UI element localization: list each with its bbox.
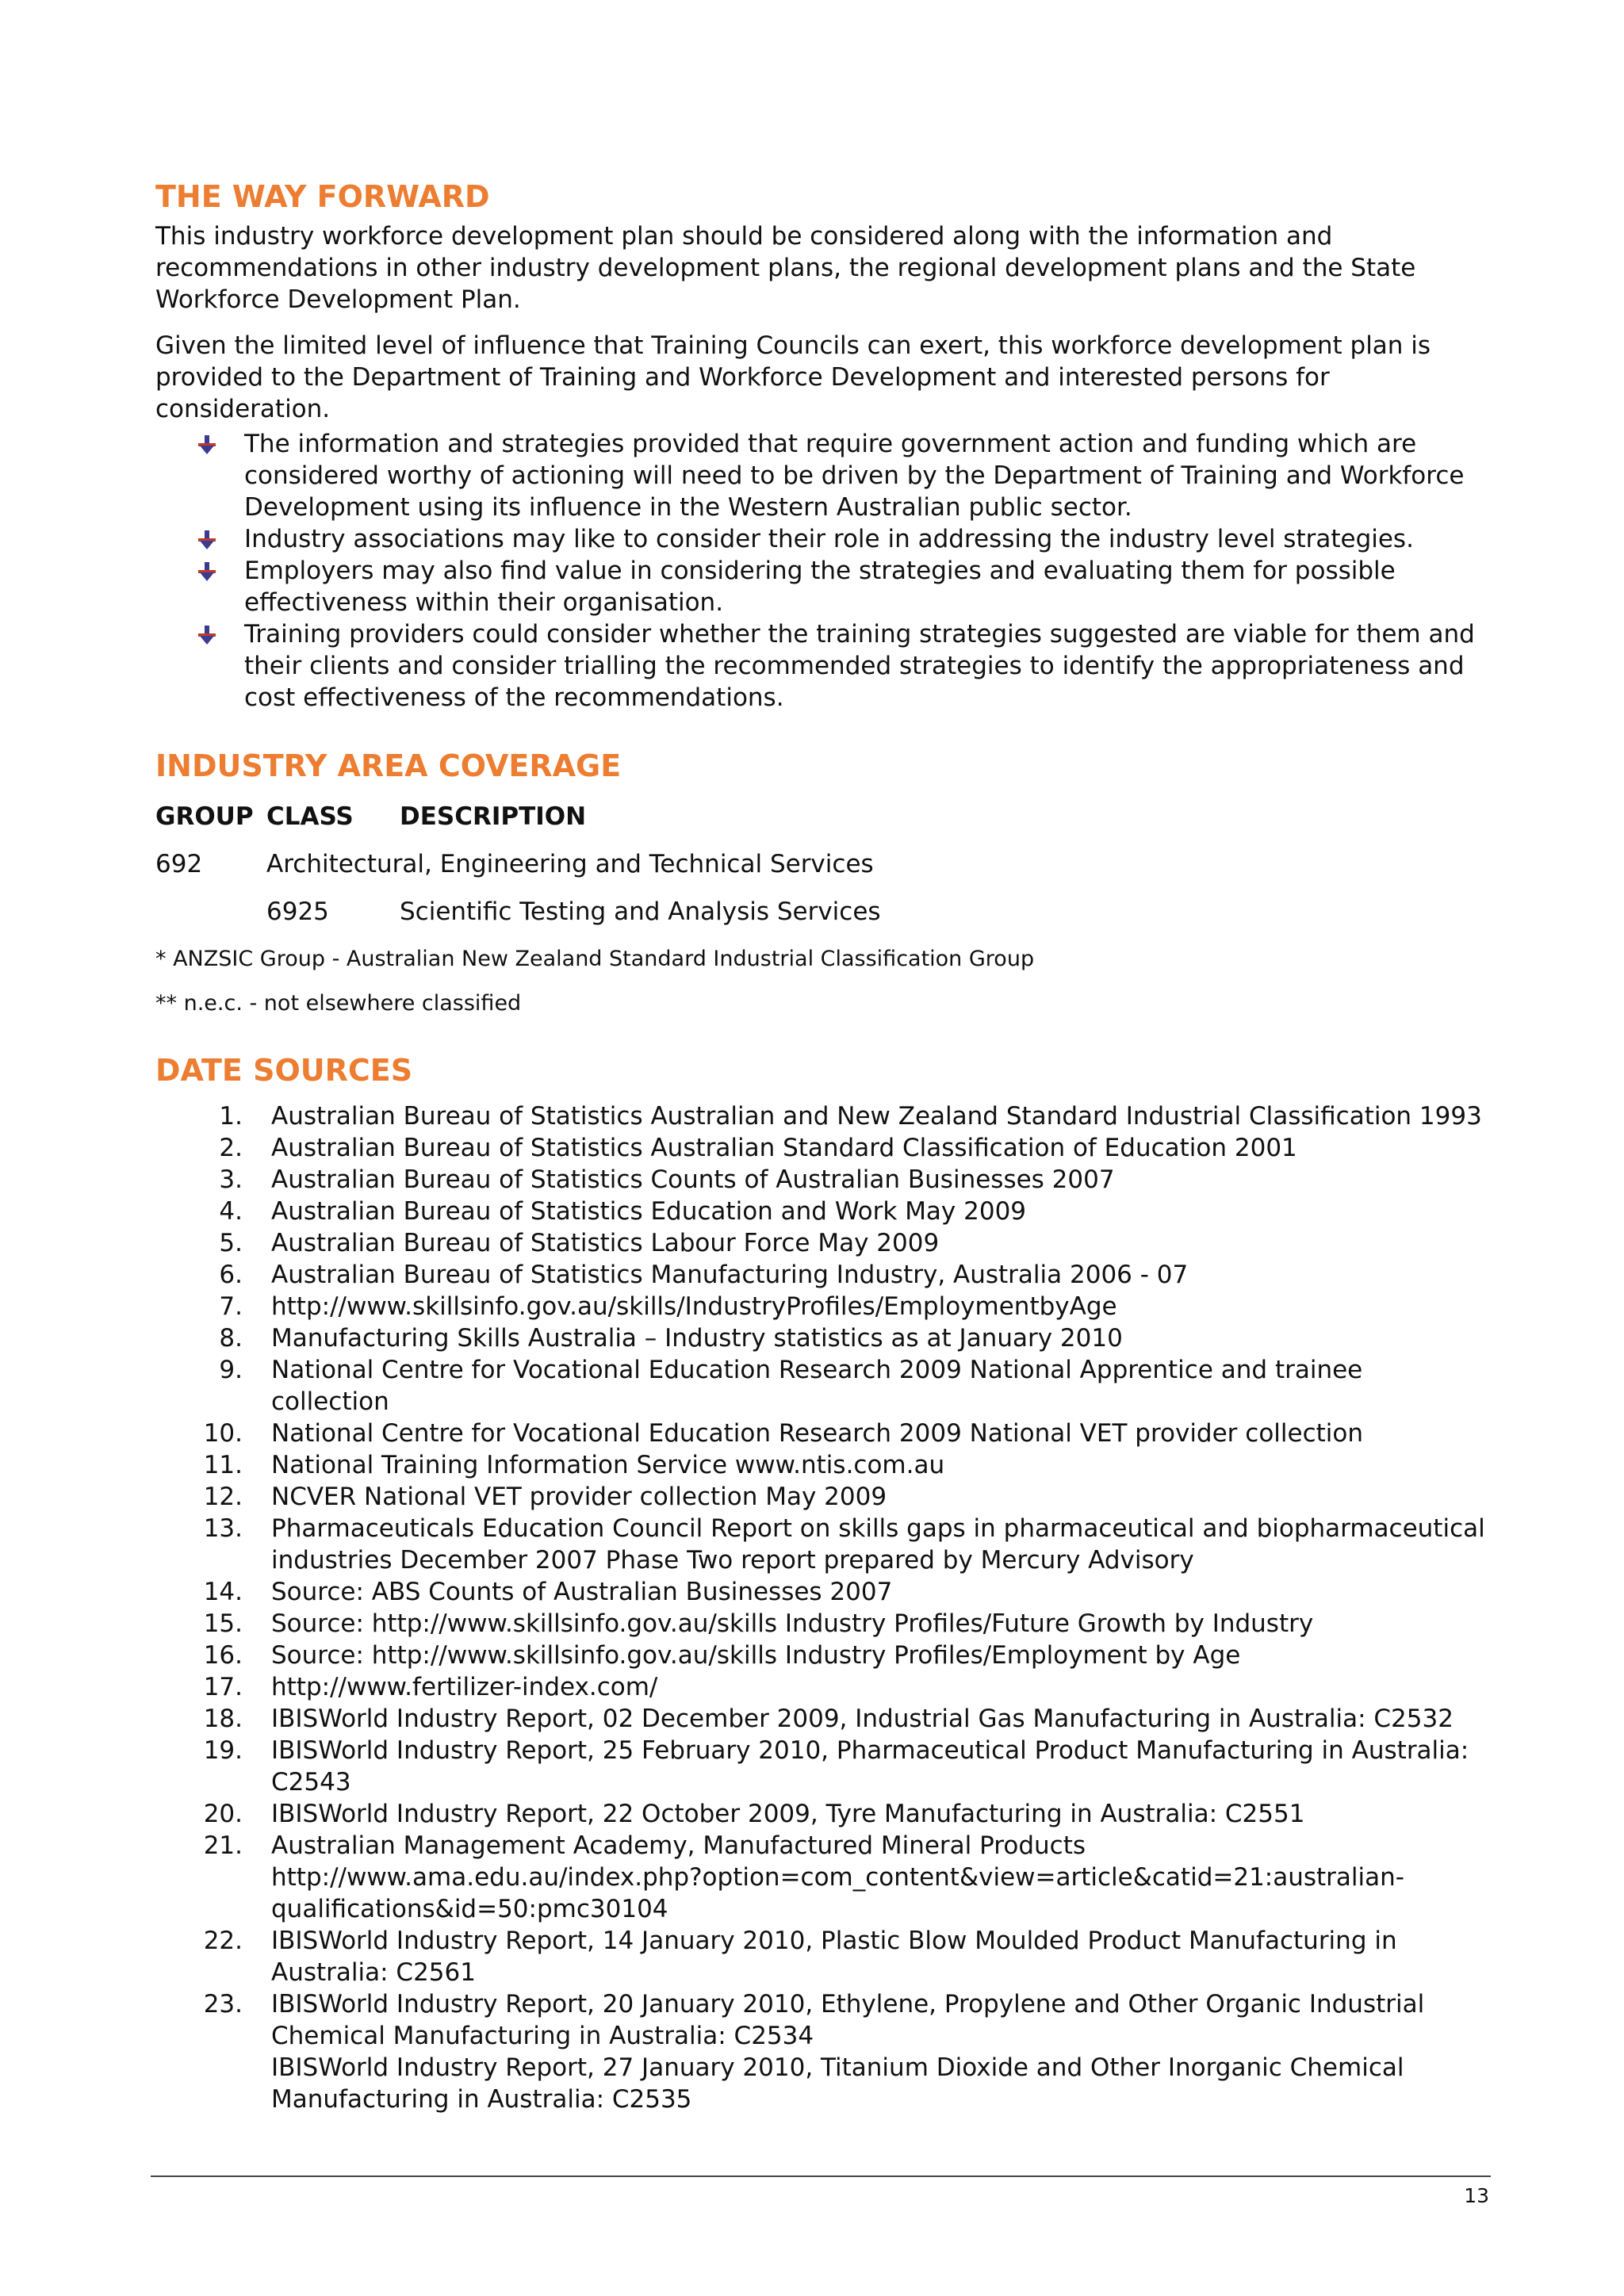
source-number: 1. [219,1102,243,1131]
col-class-header: CLASS [266,802,354,831]
source-item [155,1576,1488,1608]
source-number: 10. [203,1419,243,1448]
source-item [155,1291,1488,1322]
source-text: Australian Bureau of Statistics Labour Force May 2009 [271,1229,940,1257]
arrow-down-bullet-icon [197,561,217,582]
source-item [155,1227,1488,1259]
source-item [155,1164,1488,1196]
source-number: 20. [203,1800,243,1828]
col-description-header: DESCRIPTION [400,802,587,831]
source-text: Australian Bureau of Statistics Australian Standard Classification of Education 2001 [271,1134,1297,1162]
source-text: Australian Bureau of Statistics Counts of Australian Businesses 2007 [271,1165,1115,1194]
way-forward-bullet-list [155,428,1488,714]
source-item [155,1449,1488,1481]
industry-coverage-heading: INDUSTRY AREA COVERAGE [155,748,622,783]
source-number: 11. [203,1451,243,1479]
source-item [155,1196,1488,1227]
source-text: Australian Bureau of Statistics Education and Work May 2009 [271,1197,1027,1226]
bullet-text: Industry associations may like to consider their role in addressing the industry level strategies. [244,525,1414,553]
source-item [155,1322,1488,1354]
date-sources-section [155,1050,1488,2115]
source-number: 16. [203,1641,243,1670]
source-item [155,1513,1488,1576]
source-item [155,1608,1488,1640]
source-number: 18. [203,1705,243,1733]
coverage-row-group [155,848,1488,880]
bullet-item [155,523,1488,555]
source-item [155,1481,1488,1513]
class-description: Scientific Testing and Analysis Services [400,897,881,926]
source-text: IBISWorld Industry Report, 20 January 2010, Ethylene, Propylene and Other Organic Industrial Chemical Manufacturing in Australia: C2534 IBISWorld Industry Report, 27 January 2010, Titanium Dioxide and Other Inorganic Chemical Manufacturing in Australia: C2535 [271,1990,1425,2114]
arrow-down-bullet-icon [197,625,217,645]
source-number: 7. [219,1292,243,1321]
source-text: Source: http://www.skillsinfo.gov.au/skills Industry Profiles/Employment by Age [271,1641,1241,1670]
source-item [155,1798,1488,1830]
source-item [155,1830,1488,1925]
source-text: http://www.fertilizer-index.com/ [271,1673,658,1701]
source-item [155,1703,1488,1735]
source-number: 8. [219,1324,243,1353]
nec-footnote: ** n.e.c. - not elsewhere classified [155,991,522,1016]
source-text: Source: http://www.skillsinfo.gov.au/skills Industry Profiles/Future Growth by Industry [271,1609,1314,1638]
source-number: 15. [203,1609,243,1638]
source-text: Source: ABS Counts of Australian Businesses 2007 [271,1578,893,1606]
source-item [155,1132,1488,1164]
source-text: NCVER National VET provider collection May 2009 [271,1483,887,1511]
source-number: 17. [203,1673,243,1701]
class-code: 6925 [266,897,329,926]
source-item [155,1988,1488,2115]
page-content [155,176,1488,2115]
arrow-down-bullet-icon [197,530,217,550]
source-number: 23. [203,1990,243,2019]
source-text: http://www.skillsinfo.gov.au/skills/IndustryProfiles/EmploymentbyAge [271,1292,1117,1321]
source-text: National Training Information Service www.ntis.com.au [271,1451,945,1479]
bullet-text: The information and strategies provided that require government action and funding which are considered worthy of actioning will need to be driven by the Department of Training and Workforce Development using its influence in the Western Australian public sector. [244,430,1465,522]
sources-list [155,1100,1488,2115]
anzsic-footnote: * ANZSIC Group - Australian New Zealand Standard Industrial Classification Group [155,947,1035,971]
source-text: IBISWorld Industry Report, 25 February 2010, Pharmaceutical Product Manufacturing in Australia: C2543 [271,1736,1469,1797]
source-item [155,1640,1488,1671]
group-description: Architectural, Engineering and Technical Services [266,850,874,878]
source-item [155,1925,1488,1988]
source-item [155,1418,1488,1449]
coverage-table-header [155,801,1488,832]
empty-group-cell [155,896,266,928]
source-number: 12. [203,1483,243,1511]
source-text: IBISWorld Industry Report, 02 December 2009, Industrial Gas Manufacturing in Australia: C2532 [271,1705,1454,1733]
bullet-item [155,428,1488,523]
source-number: 4. [219,1197,243,1226]
source-number: 14. [203,1578,243,1606]
bullet-text: Training providers could consider whether the training strategies suggested are viable for them and their clients and consider trialling the recommended strategies to identify the appropriateness and cost effectiveness of the recommendations. [244,620,1475,712]
date-sources-heading: DATE SOURCES [155,1053,413,1088]
arrow-down-bullet-icon [197,434,217,455]
source-number: 3. [219,1165,243,1194]
bullet-item [155,555,1488,618]
source-text: National Centre for Vocational Education Research 2009 National Apprentice and trainee collection [271,1356,1363,1416]
source-number: 9. [219,1356,243,1384]
way-forward-section [155,176,1488,714]
source-item [155,1735,1488,1798]
source-text: National Centre for Vocational Education Research 2009 National VET provider collection [271,1419,1364,1448]
bullet-text: Employers may also find value in considering the strategies and evaluating them for possible effectiveness within their organisation. [244,557,1396,617]
source-text: Manufacturing Skills Australia – Industry statistics as at January 2010 [271,1324,1123,1353]
source-number: 13. [203,1514,243,1543]
col-group-header: GROUP [155,802,254,831]
source-item [155,1671,1488,1703]
industry-coverage-section [155,745,1488,1018]
source-text: IBISWorld Industry Report, 14 January 2010, Plastic Blow Moulded Product Manufacturing in Australia: C2561 [271,1927,1397,1987]
source-text: Australian Bureau of Statistics Australian and New Zealand Standard Industrial Classification 1993 [271,1102,1482,1131]
page-number: 13 [1464,2184,1489,2207]
source-text: Pharmaceuticals Education Council Report on skills gaps in pharmaceutical and biopharmaceutical industries December 2007 Phase Two report prepared by Mercury Advisory [271,1514,1485,1575]
source-number: 19. [203,1736,243,1765]
source-item [155,1100,1488,1132]
way-forward-heading: THE WAY FORWARD [155,179,490,214]
source-item [155,1259,1488,1291]
source-number: 2. [219,1134,243,1162]
group-code: 692 [155,850,203,878]
source-text: Australian Bureau of Statistics Manufacturing Industry, Australia 2006 - 07 [271,1261,1189,1289]
source-item [155,1354,1488,1418]
source-number: 21. [203,1831,243,1860]
footer-divider [151,2175,1491,2177]
source-number: 6. [219,1261,243,1289]
way-forward-paragraph-2: Given the limited level of influence that Training Councils can exert, this workforce development plan is provided to the Department of Training and Workforce Development and interested persons for consideration. [155,331,1431,423]
source-text: Australian Management Academy, Manufactured Mineral Products http://www.ama.edu.au/index.php?option=com_content&view=article&catid=21:australian-qualifications&id=50:pmc30104 [271,1831,1404,1923]
source-text: IBISWorld Industry Report, 22 October 2009, Tyre Manufacturing in Australia: C2551 [271,1800,1305,1828]
coverage-row-class [155,896,1488,928]
source-number: 22. [203,1927,243,1955]
way-forward-paragraph-1: This industry workforce development plan should be considered along with the information and recommendations in other industry development plans, the regional development plans and the State Workforce Development Plan. [155,222,1416,314]
source-number: 5. [219,1229,243,1257]
bullet-item [155,618,1488,714]
